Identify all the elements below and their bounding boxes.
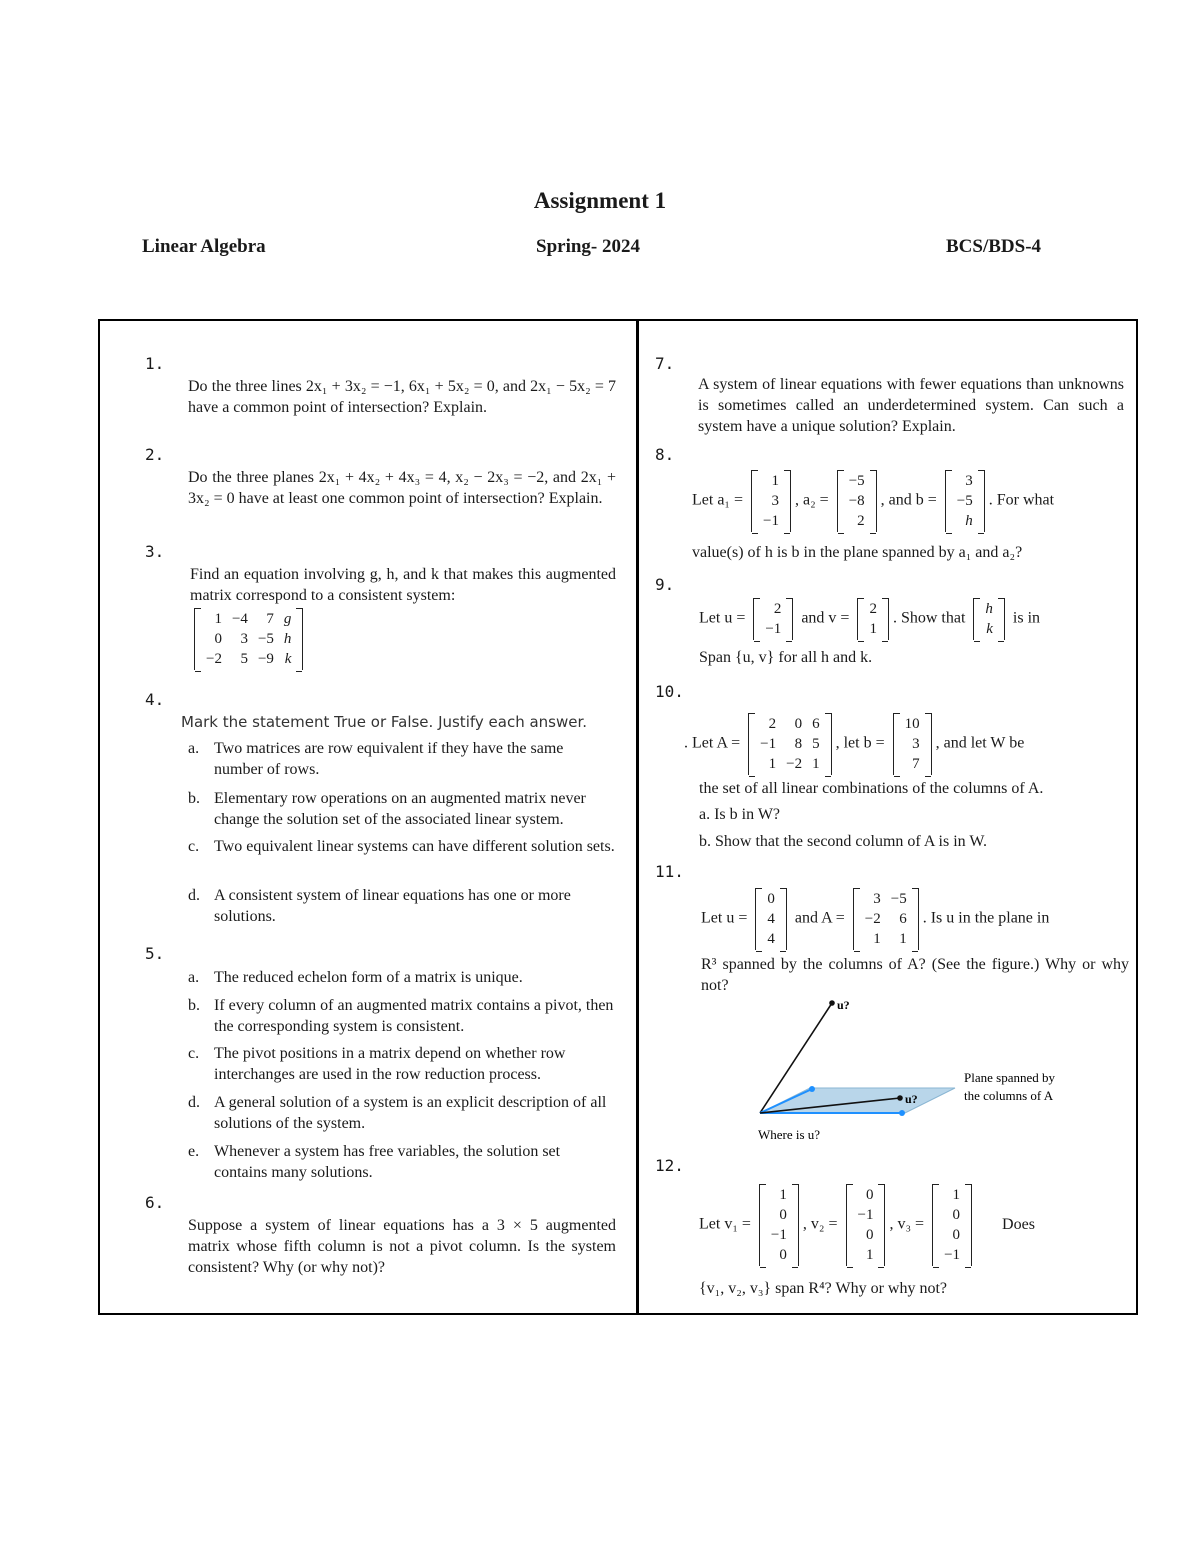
q11-and-a: and A = bbox=[794, 909, 845, 927]
q9-v-cell: 2 bbox=[869, 601, 877, 617]
plane-label-line1: Plane spanned by bbox=[964, 1070, 1055, 1085]
q5-item-label: d. bbox=[188, 1094, 200, 1111]
question-12-tail: {v₁, v₂, v₃} span R⁴? Why or why not? bbox=[699, 1280, 948, 1297]
q10-b-cell: 7 bbox=[912, 756, 920, 772]
q3-matrix-cell: g bbox=[283, 611, 292, 627]
q4-item-label: d. bbox=[188, 887, 200, 904]
q12-v3-cell: 0 bbox=[952, 1207, 961, 1223]
q8-b-cell: −5 bbox=[956, 493, 973, 509]
course-name: Linear Algebra bbox=[142, 236, 266, 257]
q12-does: Does bbox=[1002, 1215, 1035, 1233]
q12-v1-cell: 0 bbox=[779, 1207, 787, 1223]
q12-v3-label: , v₃ = bbox=[889, 1215, 925, 1233]
question-number-1: 1. bbox=[145, 354, 165, 373]
q8-for-what: . For what bbox=[988, 491, 1055, 509]
u-point-top bbox=[829, 1000, 835, 1006]
q11-A-cell: 6 bbox=[899, 911, 907, 927]
question-10-tail: the set of all linear combinations of the columns of A. bbox=[699, 780, 1044, 797]
q9-is-in: is in bbox=[1012, 609, 1041, 627]
q8-b-cell: 3 bbox=[965, 473, 973, 489]
q12-v3-cell: −1 bbox=[944, 1247, 961, 1263]
q4-item-text: Two matrices are row equivalent if they have the same number of rows. bbox=[214, 740, 564, 778]
where-is-u-label: Where is u? bbox=[758, 1127, 821, 1142]
q11-let: Let u = bbox=[701, 909, 748, 927]
q5-item-label: e. bbox=[188, 1143, 200, 1160]
q10-let: . Let A = bbox=[684, 734, 741, 752]
question-number-9: 9. bbox=[655, 575, 675, 594]
q5-item-text: A general solution of a system is an explicit description of all solutions of the system. bbox=[214, 1094, 607, 1132]
question-7-text: A system of linear equations with fewer equations than unknowns is sometimes called an underdetermined system. Can such a system have a unique solution? Explain. bbox=[698, 376, 1124, 435]
q12-v1-cell: −1 bbox=[770, 1227, 787, 1243]
q12-v2-cell: 1 bbox=[865, 1247, 874, 1263]
q11-A-cell: 1 bbox=[873, 931, 881, 947]
q12-v2-label: , v₂ = bbox=[802, 1215, 838, 1233]
question-10-part-b: b. Show that the second column of A is in W. bbox=[699, 833, 987, 850]
q4-item bbox=[188, 836, 616, 857]
plane-figure bbox=[740, 995, 1100, 1145]
q11-u-cell: 0 bbox=[767, 891, 775, 907]
question-1-text: Do the three lines 2x₁ + 3x₂ = −1, 6x₁ + 5x₂ = 0, and 2x₁ − 5x₂ = 7 have a common point of intersection? Explain. bbox=[188, 378, 616, 416]
q5-item bbox=[188, 1141, 616, 1183]
q10-A-cell: 2 bbox=[768, 716, 777, 732]
q12-v1-cell: 0 bbox=[779, 1247, 787, 1263]
q12-v3-cell: 1 bbox=[952, 1187, 961, 1203]
q5-item-text: If every column of an augmented matrix contains a pivot, then the corresponding system is consistent. bbox=[214, 997, 614, 1035]
question-number-3: 3. bbox=[145, 542, 165, 561]
q11-u-cell: 4 bbox=[767, 911, 775, 927]
q10-A-cell: 0 bbox=[794, 716, 803, 732]
q4-item-label: a. bbox=[188, 740, 200, 757]
question-3-matrix bbox=[190, 608, 307, 670]
q12-v2-cell: 0 bbox=[865, 1187, 874, 1203]
q8-a1-cell: 3 bbox=[771, 493, 779, 509]
q12-v3-cell: 0 bbox=[952, 1227, 961, 1243]
q8-a2-cell: −5 bbox=[848, 473, 865, 489]
q5-item bbox=[188, 967, 616, 988]
question-4-intro: Mark the statement True or False. Justify each answer. bbox=[181, 713, 588, 731]
q5-item-text: The reduced echelon form of a matrix is unique. bbox=[214, 969, 523, 986]
q10-let-b: , let b = bbox=[835, 734, 885, 752]
q9-u-cell: 2 bbox=[773, 601, 782, 617]
q3-matrix-cell: 0 bbox=[214, 631, 222, 647]
q9-hk-cell: h bbox=[985, 601, 993, 617]
q8-b-label: , and b = bbox=[880, 491, 937, 509]
q4-item-label: c. bbox=[188, 838, 200, 855]
q8-a2-cell: 2 bbox=[857, 513, 865, 529]
question-3-text: Find an equation involving g, h, and k that makes this augmented matrix correspond to a consistent system: bbox=[190, 566, 616, 604]
q3-matrix-cell: −2 bbox=[206, 651, 222, 667]
q9-and-v: and v = bbox=[801, 609, 850, 627]
q9-let: Let u = bbox=[699, 609, 746, 627]
q3-matrix-cell: h bbox=[283, 631, 292, 647]
question-10-part-a: a. Is b in W? bbox=[699, 806, 781, 823]
q12-v2-cell: 0 bbox=[865, 1227, 874, 1243]
q4-item bbox=[188, 788, 616, 830]
q12-v1-cell: 1 bbox=[779, 1187, 787, 1203]
q5-item-text: Whenever a system has free variables, the solution set contains many solutions. bbox=[214, 1143, 561, 1181]
column-divider bbox=[636, 319, 639, 1315]
q11-A-cell: −5 bbox=[890, 891, 907, 907]
q4-item-text: Two equivalent linear systems can have different solution sets. bbox=[214, 838, 615, 855]
u-point-plane bbox=[897, 1095, 903, 1101]
q10-A-cell: 8 bbox=[794, 736, 803, 752]
q5-item-label: c. bbox=[188, 1045, 200, 1062]
q11-is-u: . Is u in the plane in bbox=[922, 909, 1050, 927]
q3-matrix-cell: 3 bbox=[240, 631, 248, 647]
q3-matrix-cell: −5 bbox=[257, 631, 274, 647]
q9-show: . Show that bbox=[892, 609, 966, 627]
question-10-matrices bbox=[684, 713, 1024, 775]
q8-a1-cell: −1 bbox=[763, 513, 779, 529]
q5-item-text: The pivot positions in a matrix depend on whether row interchanges are used in the row reduction process. bbox=[214, 1045, 566, 1083]
q10-A-cell: 6 bbox=[812, 716, 820, 732]
q10-A-cell: −1 bbox=[760, 736, 777, 752]
term: Spring- 2024 bbox=[536, 236, 640, 257]
q9-u-cell: −1 bbox=[765, 621, 782, 637]
question-number-12: 12. bbox=[655, 1156, 684, 1175]
q10-b-cell: 3 bbox=[912, 736, 920, 752]
q5-item-label: b. bbox=[188, 997, 200, 1014]
question-12-vectors bbox=[699, 1184, 1035, 1266]
question-11-vectors bbox=[701, 888, 1049, 950]
question-number-10: 10. bbox=[655, 682, 684, 701]
question-8-tail: value(s) of h is b in the plane spanned by a₁ and a₂? bbox=[692, 544, 1023, 561]
question-11-tail: R³ spanned by the columns of A? (See the figure.) Why or why not? bbox=[701, 956, 1129, 994]
q4-item bbox=[188, 885, 616, 927]
q3-matrix-cell: −4 bbox=[231, 611, 248, 627]
q10-A-cell: −2 bbox=[786, 756, 803, 772]
section-code: BCS/BDS-4 bbox=[946, 236, 1042, 257]
q4-item bbox=[188, 738, 616, 780]
q3-matrix-cell: 1 bbox=[214, 611, 222, 627]
question-number-2: 2. bbox=[145, 445, 165, 464]
q3-matrix-cell: −9 bbox=[257, 651, 274, 667]
q10-A-cell: 1 bbox=[768, 756, 777, 772]
q4-item-text: Elementary row operations on an augmented matrix never change the solution set of the associated linear system. bbox=[214, 790, 586, 828]
question-number-5: 5. bbox=[145, 944, 165, 963]
q5-item bbox=[188, 995, 616, 1037]
u-label-top: u? bbox=[837, 998, 850, 1012]
question-number-7: 7. bbox=[655, 354, 675, 373]
q12-v2-cell: −1 bbox=[857, 1207, 874, 1223]
q3-matrix-cell: 5 bbox=[240, 651, 248, 667]
q8-let: Let a₁ = bbox=[692, 491, 744, 509]
q11-A-cell: 1 bbox=[899, 931, 907, 947]
q3-matrix-cell: 7 bbox=[266, 611, 274, 627]
q3-matrix-cell: k bbox=[284, 651, 292, 667]
question-2-text: Do the three planes 2x₁ + 4x₂ + 4x₃ = 4, x₂ − 2x₃ = −2, and 2x₁ + 3x₂ = 0 have at least one common point of intersection? Explain. bbox=[188, 469, 616, 507]
q5-item-label: a. bbox=[188, 969, 200, 986]
question-number-8: 8. bbox=[655, 445, 675, 464]
q11-A-cell: 3 bbox=[873, 891, 881, 907]
q11-A-cell: −2 bbox=[864, 911, 881, 927]
q10-A-cell: 1 bbox=[812, 756, 820, 772]
question-9-tail: Span {u, v} for all h and k. bbox=[699, 649, 873, 666]
column-2-point bbox=[899, 1110, 905, 1116]
q11-u-cell: 4 bbox=[767, 931, 775, 947]
q8-a2-label: , a₂ = bbox=[795, 491, 829, 509]
assignment-title: Assignment 1 bbox=[533, 188, 667, 213]
question-number-6: 6. bbox=[145, 1193, 165, 1212]
column-1-point bbox=[809, 1086, 815, 1092]
question-6-text: Suppose a system of linear equations has a 3 × 5 augmented matrix whose fifth column is not a pivot column. Is the system consistent? Why (or why not)? bbox=[188, 1217, 616, 1276]
question-number-4: 4. bbox=[145, 690, 165, 709]
plane-label-line2: the columns of A bbox=[964, 1088, 1054, 1103]
u-label-plane: u? bbox=[905, 1092, 918, 1106]
q8-a2-cell: −8 bbox=[848, 493, 865, 509]
q9-hk-cell: k bbox=[986, 621, 993, 637]
q10-and-w: , and let W be bbox=[935, 734, 1025, 752]
question-9-vectors bbox=[699, 598, 1040, 640]
q9-v-cell: 1 bbox=[869, 621, 877, 637]
q5-item bbox=[188, 1092, 616, 1134]
q10-A-cell: 5 bbox=[812, 736, 820, 752]
q4-item-label: b. bbox=[188, 790, 200, 807]
q5-item bbox=[188, 1043, 616, 1085]
q4-item-text: A consistent system of linear equations has one or more solutions. bbox=[214, 887, 571, 925]
question-number-11: 11. bbox=[655, 862, 684, 881]
q8-b-cell: h bbox=[965, 513, 973, 529]
q12-let: Let v₁ = bbox=[699, 1215, 751, 1233]
question-8-vectors bbox=[692, 470, 1054, 532]
q10-b-cell: 10 bbox=[904, 716, 920, 732]
q8-a1-cell: 1 bbox=[771, 473, 779, 489]
